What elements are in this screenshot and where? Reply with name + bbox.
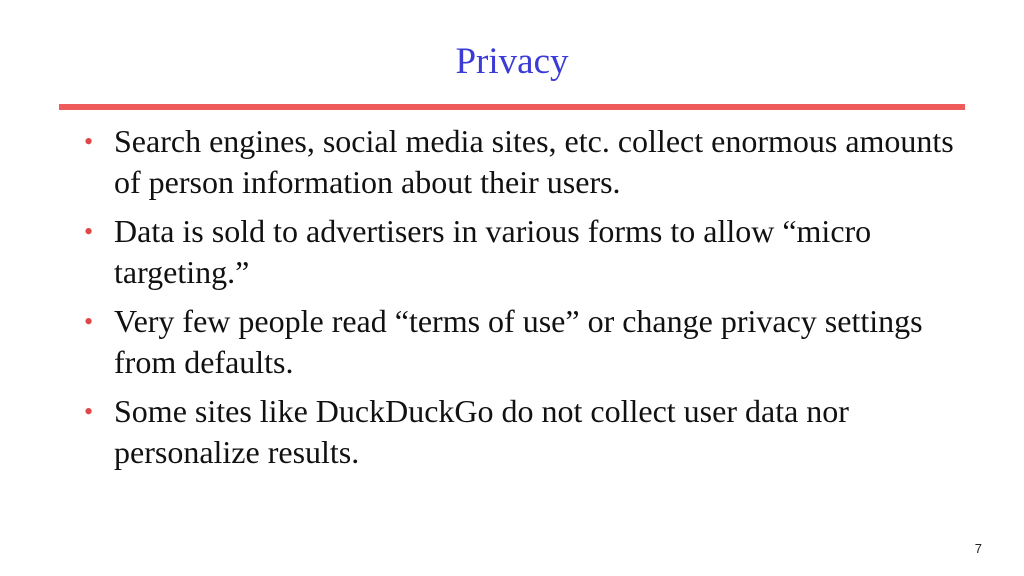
bullet-list (84, 121, 964, 481)
page-number: 7 (974, 541, 982, 556)
bullet-icon: • (84, 217, 94, 246)
bullet-item (84, 211, 964, 293)
bullet-text: Some sites like DuckDuckGo do not collect user data nor personalize results. (114, 393, 849, 470)
bullet-text: Data is sold to advertisers in various forms to allow “micro targeting.” (114, 213, 872, 290)
bullet-icon: • (84, 127, 94, 156)
bullet-icon: • (84, 307, 94, 336)
bullet-item (84, 121, 964, 203)
bullet-item (84, 391, 964, 473)
slide-title: Privacy (455, 41, 569, 82)
bullet-icon: • (84, 397, 94, 426)
title-divider (59, 104, 965, 110)
bullet-text: Search engines, social media sites, etc. collect enormous amounts of person information about their users. (114, 123, 954, 200)
bullet-item (84, 301, 964, 383)
bullet-text: Very few people read “terms of use” or change privacy settings from defaults. (114, 303, 923, 380)
